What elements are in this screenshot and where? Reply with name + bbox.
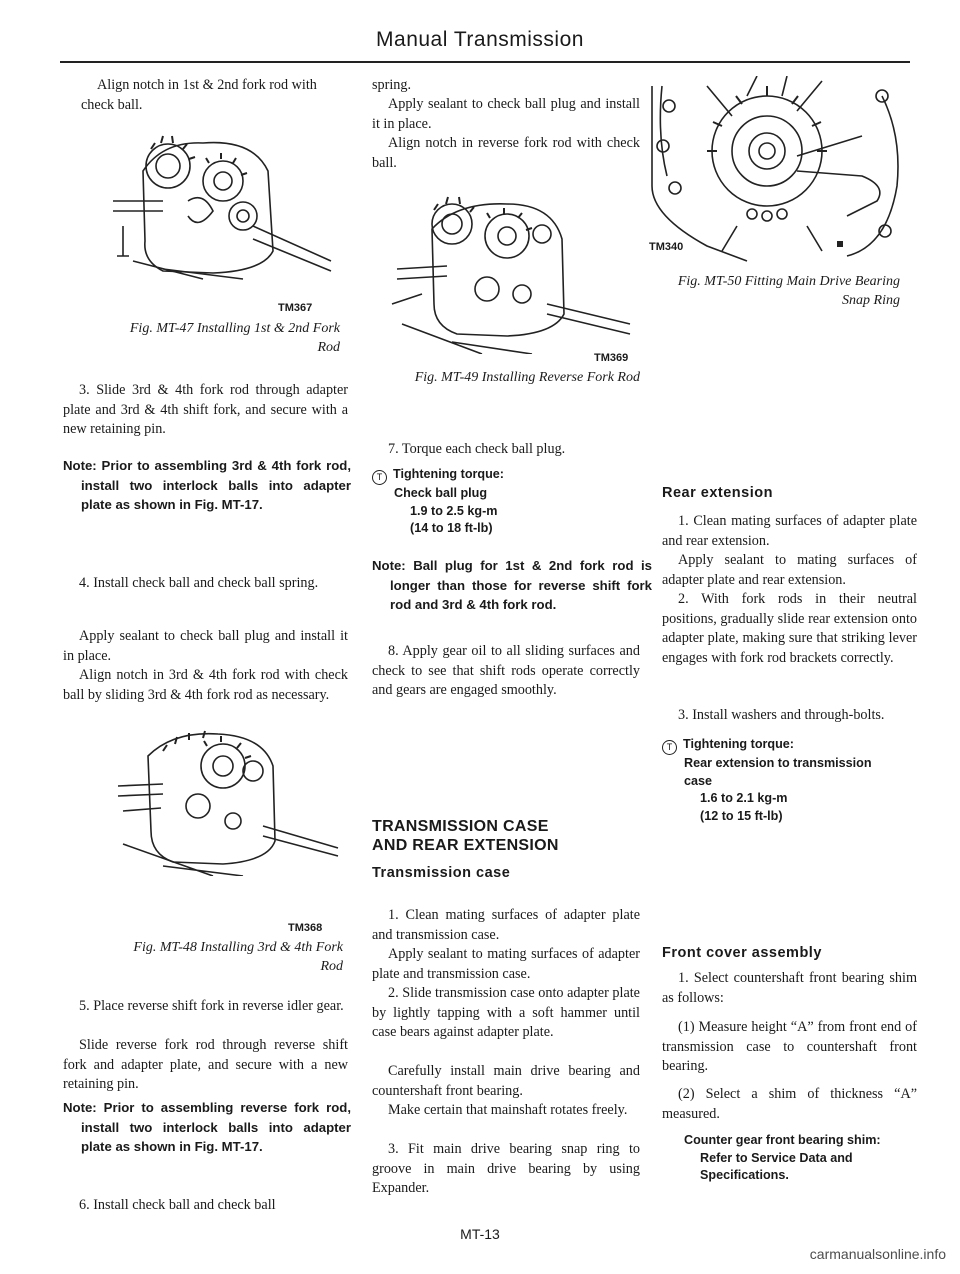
torque-title: Tightening torque: xyxy=(683,737,794,751)
shim-spec-line: Counter gear front bearing shim: xyxy=(684,1133,881,1147)
torque-item: case xyxy=(684,773,713,788)
paragraph: Apply sealant to mating surfaces of adapter plate and rear extension. xyxy=(662,552,917,588)
transmission-illustration xyxy=(103,726,343,876)
paragraph: (1) Measure height “A” from front end of transmission case to countershaft front bearing. xyxy=(662,1019,917,1074)
paragraph: Align notch in 3rd & 4th fork rod with check ball by sliding 3rd & 4th fork rod as necessary. xyxy=(63,667,348,703)
torque-value: (12 to 15 ft-lb) xyxy=(700,808,783,823)
paragraph: Apply sealant to check ball plug and install it in place. xyxy=(372,96,640,132)
figure-code: TM340 xyxy=(649,241,684,253)
step-7: 7. Torque each check ball plug. xyxy=(388,441,566,457)
paragraph: Align notch in 1st & 2nd fork rod with check ball. xyxy=(81,77,317,113)
step-5: 5. Place reverse shift fork in reverse idler gear. xyxy=(79,998,344,1014)
figure-caption: Fig. MT-48 Installing 3rd & 4th Fork Rod xyxy=(133,940,343,974)
transmission-illustration xyxy=(103,131,333,281)
section-heading-line: AND REAR EXTENSION xyxy=(372,837,559,854)
torque-spec xyxy=(662,736,917,825)
subsection-heading: Rear extension xyxy=(662,485,773,501)
watermark: carmanualsonline.info xyxy=(809,1246,946,1262)
torque-item: Check ball plug xyxy=(394,486,488,500)
figure-mt-49 xyxy=(382,194,632,354)
note: Note: Ball plug for 1st & 2nd fork rod is longer than those for reverse shift fork rod and 3rd & 4th fork rod. xyxy=(372,558,652,612)
step-8: 8. Apply gear oil to all sliding surfaces and check to see that shift rods operate correctly and gears are engaged smoothly. xyxy=(372,643,640,698)
paragraph: spring. xyxy=(372,77,412,93)
subsection-heading: Transmission case xyxy=(372,865,511,881)
figure-mt-47 xyxy=(103,131,333,281)
section-heading xyxy=(372,817,640,855)
paragraph: Make certain that mainshaft rotates freely. xyxy=(388,1102,628,1118)
paragraph: 2. Slide transmission case onto adapter plate by lightly tapping with a soft hammer until case bears against adapter plate. xyxy=(372,985,640,1040)
shim-spec xyxy=(684,1132,917,1185)
figure-code: TM368 xyxy=(288,922,323,934)
page-number: MT-13 xyxy=(460,1226,500,1242)
paragraph: 1. Clean mating surfaces of adapter plate and transmission case. xyxy=(372,907,640,943)
paragraph: Slide reverse fork rod through reverse shift fork and adapter plate, and secure with a new retaining pin. xyxy=(63,1037,348,1092)
torque-item: Rear extension to transmission xyxy=(684,756,872,770)
subsection-heading: Front cover assembly xyxy=(662,945,822,961)
figure-caption: Fig. MT-50 Fitting Main Drive Bearing Snap Ring xyxy=(677,274,900,308)
torque-wrench-icon: T xyxy=(662,740,677,755)
paragraph: Apply sealant to check ball plug and install it in place. xyxy=(63,628,348,664)
step-6: 6. Install check ball and check ball xyxy=(79,1197,276,1213)
paragraph: Apply sealant to mating surfaces of adapter plate and transmission case. xyxy=(372,946,640,982)
bearing-snap-ring-illustration xyxy=(647,76,912,266)
torque-value: (14 to 18 ft-lb) xyxy=(410,521,493,535)
paragraph: Align notch in reverse fork rod with check ball. xyxy=(372,135,640,171)
header-rule xyxy=(60,61,910,63)
figure-mt-50 xyxy=(647,76,912,266)
figure-mt-48 xyxy=(103,726,343,876)
figure-code: TM369 xyxy=(594,352,629,364)
figure-code: TM367 xyxy=(278,302,313,314)
paragraph: 1. Select countershaft front bearing shim as follows: xyxy=(662,970,917,1006)
torque-value: 1.9 to 2.5 kg-m xyxy=(410,503,498,518)
torque-value: 1.6 to 2.1 kg-m xyxy=(700,791,788,805)
shim-spec-line: Specifications. xyxy=(700,1168,789,1182)
shim-spec-line: Refer to Service Data and xyxy=(700,1150,853,1165)
paragraph: 1. Clean mating surfaces of adapter plate and rear extension. xyxy=(662,513,917,549)
paragraph: Carefully install main drive bearing and countershaft front bearing. xyxy=(372,1063,640,1099)
paragraph: (2) Select a shim of thickness “A” measured. xyxy=(662,1086,917,1122)
section-heading-line: TRANSMISSION CASE xyxy=(372,818,549,835)
page-title: Manual Transmission xyxy=(376,28,584,51)
transmission-illustration xyxy=(382,194,632,354)
note: Note: Prior to assembling reverse fork rod, install two interlock balls into adapter plate as shown in Fig. MT-17. xyxy=(63,1100,351,1154)
figure-caption: Fig. MT-47 Installing 1st & 2nd Fork Rod xyxy=(129,321,340,355)
paragraph: 3. Install washers and through-bolts. xyxy=(678,707,885,723)
torque-title: Tightening torque: xyxy=(393,467,504,481)
step-4: 4. Install check ball and check ball spring. xyxy=(79,575,319,591)
paragraph: 2. With fork rods in their neutral positions, gradually slide rear extension onto adapter plate, making sure that striking lever engages with fork rod brackets correctly. xyxy=(662,591,917,666)
torque-spec xyxy=(372,466,640,538)
paragraph: 3. Fit main drive bearing snap ring to groove in main drive bearing by using Expander. xyxy=(372,1141,640,1196)
torque-wrench-icon: T xyxy=(372,470,387,485)
note: Note: Prior to assembling 3rd & 4th fork rod, install two interlock balls into adapter plate as shown in Fig. MT-17. xyxy=(63,458,351,512)
figure-caption: Fig. MT-49 Installing Reverse Fork Rod xyxy=(414,370,640,385)
step-3: 3. Slide 3rd & 4th fork rod through adapter plate and 3rd & 4th shift fork, and secure with a new retaining pin. xyxy=(63,382,348,437)
